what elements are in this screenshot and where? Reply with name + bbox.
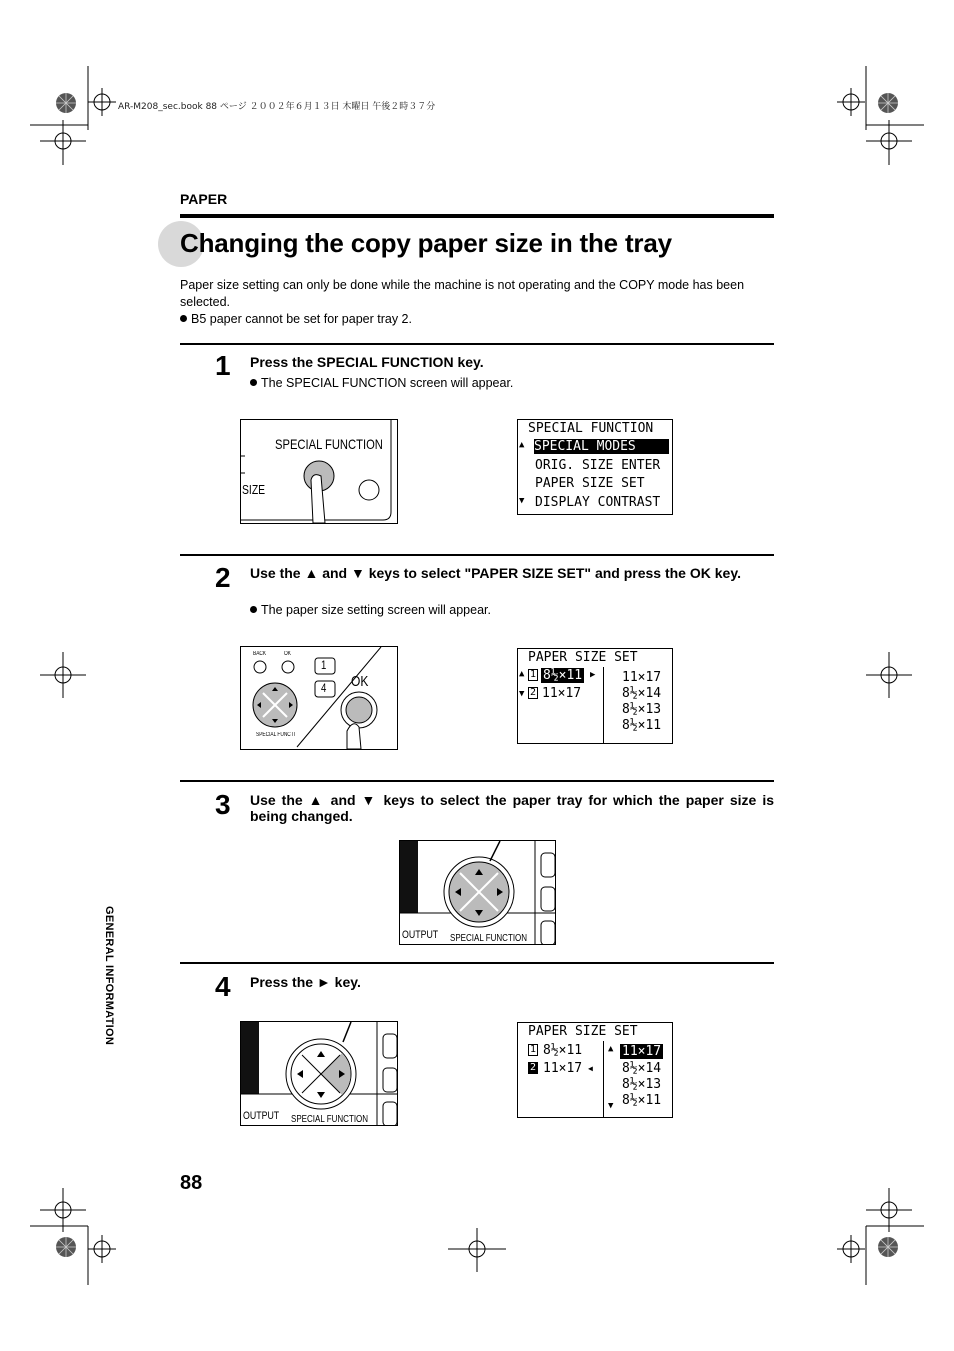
lcd-4-size-option-selected: 11×17 — [622, 1044, 662, 1059]
lcd-2-divider — [603, 667, 604, 743]
lcd-2-size-option: 8½×13 — [622, 702, 662, 717]
lcd-2-size-option: 11×17 — [622, 670, 662, 685]
lcd-paper-size-set-1 — [517, 648, 673, 744]
lcd-2-tray-2-size: 11×17 — [542, 686, 582, 701]
lcd-special-function — [517, 419, 673, 515]
key-4-label: 4 — [321, 681, 327, 695]
page-title: Changing the copy paper size in the tray — [180, 228, 672, 258]
lcd-4-size-option: 8½×14 — [622, 1061, 662, 1076]
step-1-note: The SPECIAL FUNCTION screen will appear. — [250, 376, 513, 390]
back-label: BACK — [253, 651, 267, 657]
lcd-1-item-special-modes: SPECIAL MODES — [534, 439, 669, 454]
tray-2-icon-selected: 2 — [530, 1062, 537, 1073]
panel-special-function — [240, 419, 398, 524]
title-rule — [180, 214, 774, 218]
scroll-up-icon: ▲ — [519, 669, 525, 679]
step-3-text: Use the ▲ and ▼ keys to select the paper tray for which the paper size is being changed. — [250, 792, 774, 824]
step-1-rule — [180, 343, 774, 345]
intro-bullet-text: B5 paper cannot be set for paper tray 2. — [191, 312, 412, 326]
panel-ok-key — [240, 646, 398, 750]
step-4-number: 4 — [215, 971, 231, 1002]
step-4-rule — [180, 962, 774, 964]
lcd-4-size-option: 8½×11 — [622, 1093, 662, 1108]
step-2-number: 2 — [215, 562, 231, 593]
side-tab: GENERAL INFORMATION — [103, 906, 115, 1046]
bullet-icon — [180, 315, 187, 322]
intro-bullet — [180, 312, 412, 326]
special-function-label: SPECIAL FUNCTION — [275, 436, 383, 452]
output-label: OUTPUT — [243, 1110, 280, 1122]
right-arrow-icon: ▶ — [590, 670, 596, 680]
step-2-text: Use the ▲ and ▼ keys to select "PAPER SIZE SET" and press the OK key. — [250, 565, 741, 581]
page-number: 88 — [180, 1172, 203, 1194]
step-1-text: Press the SPECIAL FUNCTION key. — [250, 354, 484, 370]
panel-arrow-keys-right — [240, 1021, 398, 1126]
step-4-text: Press the ► key. — [250, 974, 361, 990]
step-1-number: 1 — [215, 350, 231, 381]
tray-2-icon: 2 — [530, 687, 537, 698]
special-function-label: SPECIAL FUNCTION — [450, 933, 528, 944]
scroll-up-icon: ▲ — [519, 440, 525, 450]
step-2-note: The paper size setting screen will appear. — [250, 603, 491, 617]
lcd-1-title: SPECIAL FUNCTION — [528, 421, 654, 436]
tray-1-icon: 1 — [530, 1044, 537, 1055]
step-3-number: 3 — [215, 789, 231, 820]
lcd-1-item-paper-size: PAPER SIZE SET — [535, 476, 645, 491]
lcd-4-size-option: 8½×13 — [622, 1077, 662, 1092]
scroll-up-icon: ▲ — [608, 1044, 614, 1054]
lcd-2-tray-1-size: 8½×11 — [543, 668, 583, 683]
special-function-small-label: SPECIAL FUNCTI — [256, 732, 296, 738]
step-3-rule — [180, 780, 774, 782]
intro-text: Paper size setting can only be done while the machine is not operating and the COPY mode has been selected. — [180, 278, 745, 309]
lcd-2-size-option: 8½×11 — [622, 718, 662, 733]
lcd-4-tray-1-size: 8½×11 — [543, 1043, 583, 1058]
lcd-1-item-display-contrast: DISPLAY CONTRAST — [535, 495, 661, 510]
bullet-icon — [250, 379, 257, 386]
step-2-rule — [180, 554, 774, 556]
file-info-line: AR-M208_sec.book 88 ページ ２００２年６月１３日 木曜日 午後２時３７分 — [118, 102, 436, 112]
section-label: PAPER — [180, 191, 228, 207]
scroll-down-icon: ▼ — [608, 1101, 614, 1111]
special-function-label: SPECIAL FUNCTION — [291, 1114, 369, 1125]
lcd-2-size-option: 8½×14 — [622, 686, 662, 701]
lcd-1-item-orig-size: ORIG. SIZE ENTER — [535, 458, 661, 473]
left-arrow-icon: ◀ — [588, 1064, 593, 1073]
lcd-4-tray-2-size: 11×17 — [543, 1061, 583, 1076]
scroll-down-icon: ▼ — [519, 689, 525, 699]
lcd-4-title: PAPER SIZE SET — [528, 1024, 638, 1039]
key-1-label: 1 — [321, 658, 327, 672]
output-label: OUTPUT — [402, 929, 439, 941]
size-label: SIZE — [242, 482, 266, 497]
lcd-4-divider — [603, 1041, 604, 1117]
lcd-paper-size-set-2 — [517, 1022, 673, 1118]
scroll-down-icon: ▼ — [519, 496, 525, 506]
tray-1-icon: 1 — [530, 669, 537, 680]
panel-arrow-keys-updown — [399, 840, 556, 945]
ok-small-label: OK — [284, 651, 291, 657]
bullet-icon — [250, 606, 257, 613]
ok-key-label: OK — [351, 673, 369, 690]
lcd-2-title: PAPER SIZE SET — [528, 650, 638, 665]
